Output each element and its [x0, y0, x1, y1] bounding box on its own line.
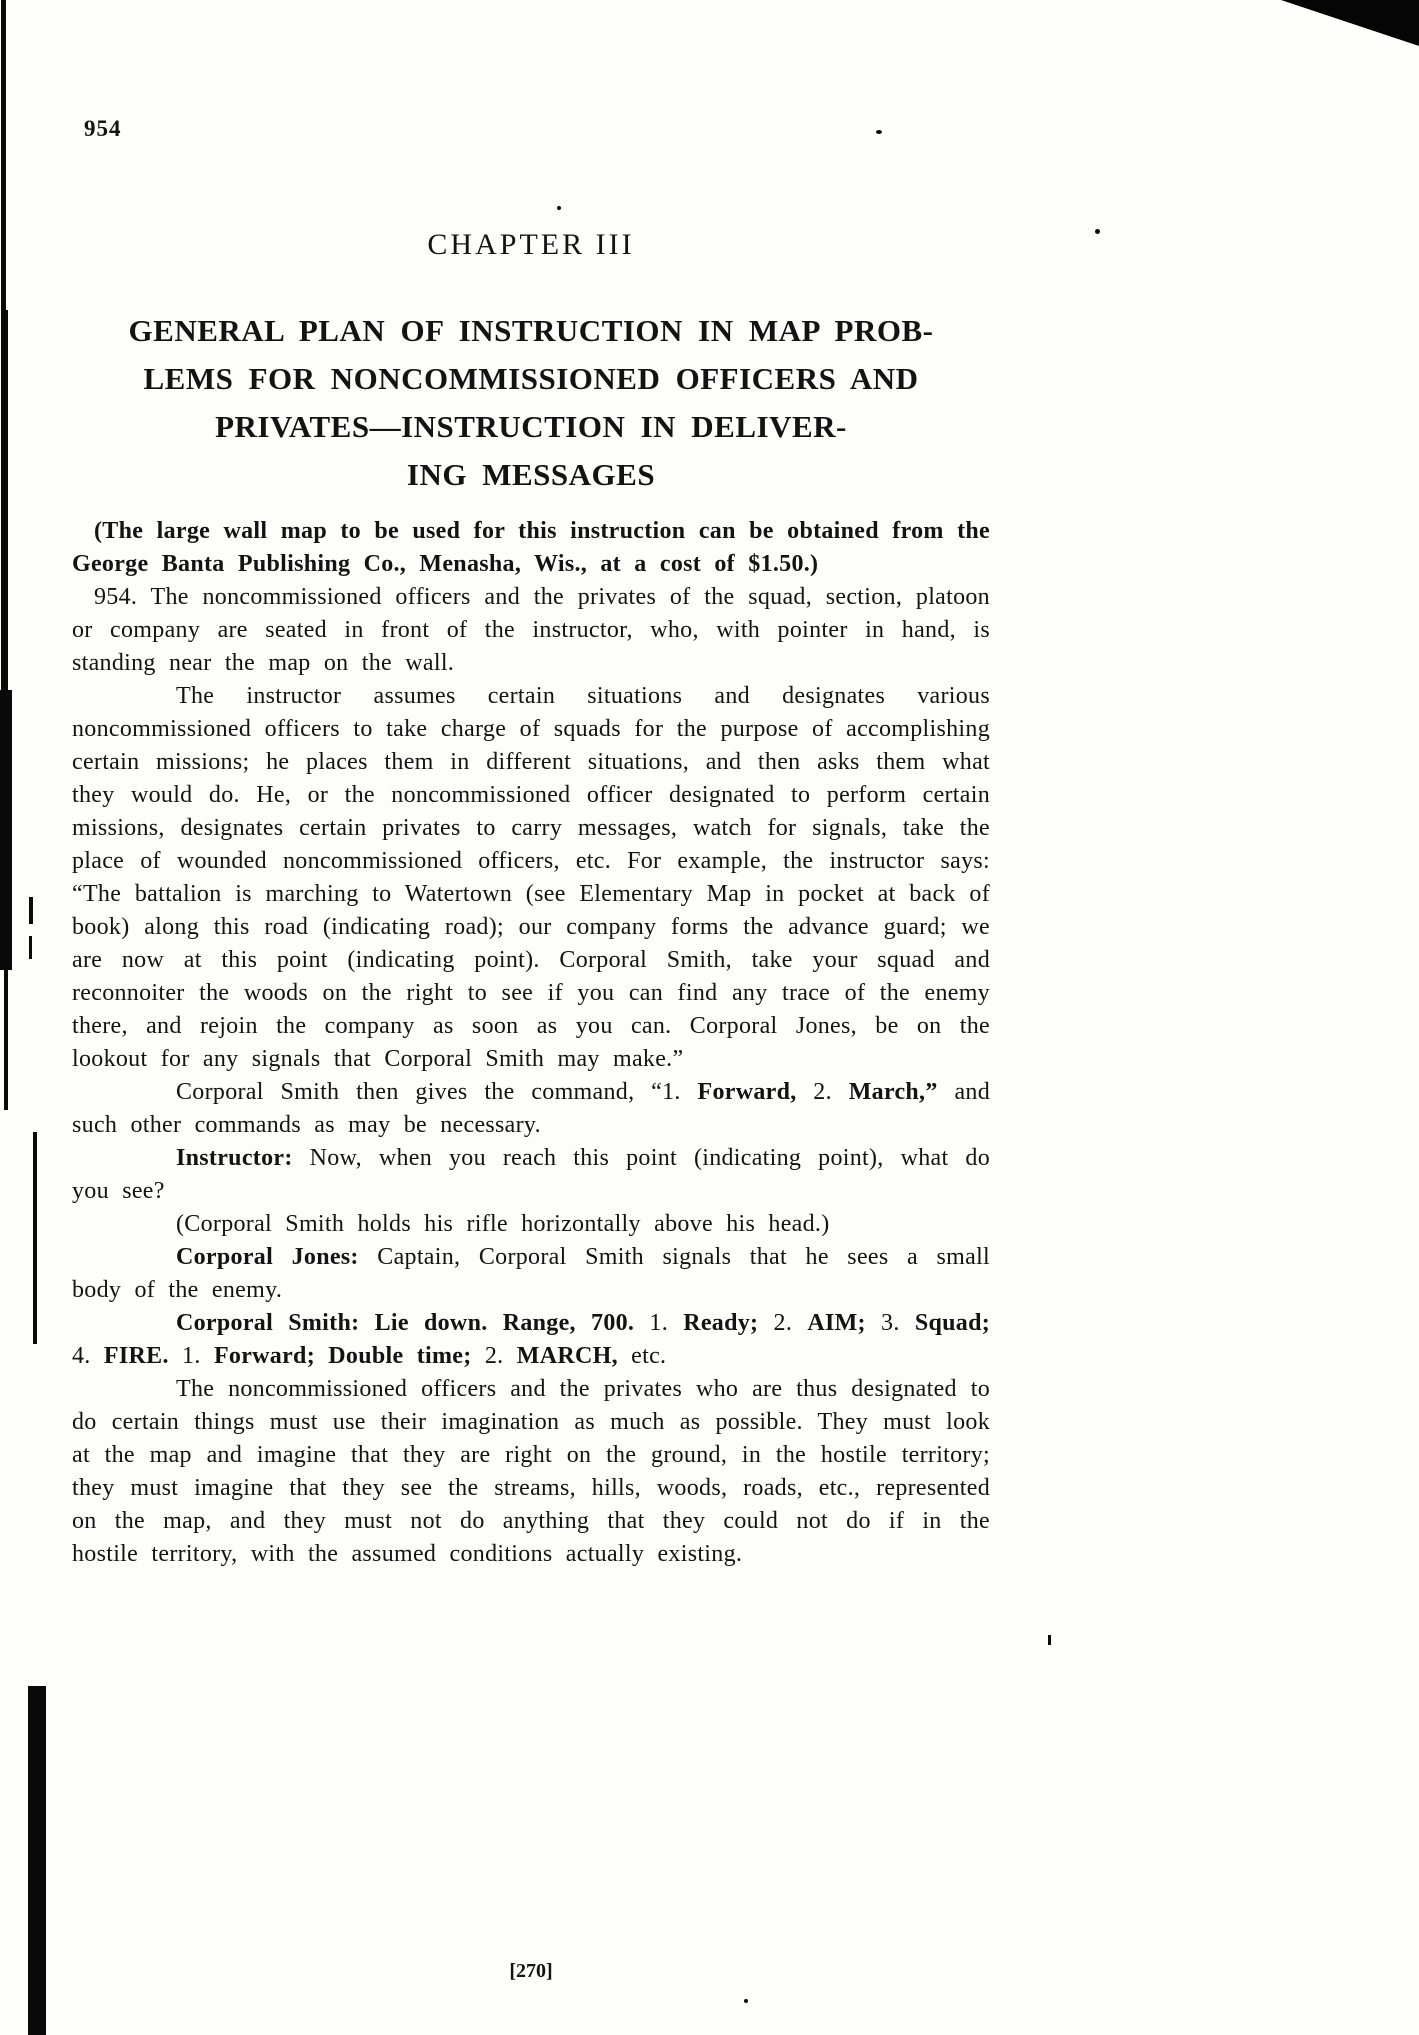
scan-artifact-corner — [1281, 0, 1419, 46]
title-line: GENERAL PLAN OF INSTRUCTION IN MAP PROB- — [128, 313, 934, 348]
title-line: PRIVATES—INSTRUCTION IN DELIVER- — [215, 409, 847, 444]
text-segment: Squad; — [914, 1310, 991, 1336]
paragraph — [72, 1142, 990, 1208]
scan-artifact — [1095, 229, 1100, 234]
text-segment: Captain, Corporal Smith signals that he sees a small body of the enemy. — [72, 1244, 991, 1303]
scan-artifact — [744, 1999, 748, 2003]
paragraph — [72, 680, 990, 1076]
title-line: ING MESSAGES — [406, 457, 656, 492]
paragraph — [72, 1208, 990, 1241]
scan-artifact — [1, 0, 6, 310]
paragraph — [72, 515, 990, 581]
text-segment: 1. — [168, 1343, 214, 1369]
text-segment: Forward; Double time; — [213, 1343, 472, 1369]
text-segment: 2. — [471, 1343, 517, 1369]
scan-artifact — [33, 1132, 37, 1344]
paragraph — [72, 581, 990, 680]
text-segment: 1. — [634, 1310, 684, 1336]
text-segment: 3. — [865, 1310, 915, 1336]
page-number-top: 954 — [84, 116, 122, 141]
scan-artifact — [29, 936, 32, 959]
text-segment: 2. — [758, 1310, 808, 1336]
paragraph — [72, 1307, 990, 1373]
chapter-heading: CHAPTER III — [427, 228, 635, 261]
text-segment: Instructor: — [176, 1145, 293, 1171]
text-segment: Now, when you reach this point (indicating point), what do you see? — [72, 1145, 990, 1204]
paragraphs — [72, 515, 990, 1571]
text-segment: and such other commands as may be necessary. — [72, 1079, 990, 1138]
paragraph — [72, 1241, 990, 1307]
text-segment: Corporal Smith then gives the command, “1. — [176, 1079, 698, 1105]
text-segment: The noncommissioned officers and the privates who are thus designated to do certain things must use their imagination as much as possible. They must look at the map and imagine that they are right on the ground, in the hostile territory; they must imagine that they see the streams, hills, woods, roads, etc., represented on the map, and they must not do anything that they could not do if in the hostile territory, with the assumed conditions actually existing. — [72, 1376, 990, 1567]
text-segment: 954. The noncommissioned officers and the privates of the squad, section, platoon or company are seated in front of the instructor, who, with pointer in hand, is standing near the map on the wall. — [72, 584, 990, 676]
page-content — [72, 0, 990, 1571]
text-segment: etc. — [617, 1343, 667, 1369]
text-segment: 4. — [72, 1343, 104, 1369]
text-segment: Ready; — [683, 1310, 759, 1336]
text-segment: (Corporal Smith holds his rifle horizontally above his head.) — [176, 1211, 830, 1237]
title-line: LEMS FOR NONCOMMISSIONED OFFICERS AND — [143, 361, 919, 396]
text-segment: March,” — [848, 1079, 938, 1105]
text-segment: Corporal Jones: — [176, 1244, 359, 1270]
text-segment: MARCH, — [516, 1343, 618, 1369]
scan-artifact — [4, 970, 8, 1110]
page-number-bottom: [270] — [509, 1960, 553, 1982]
chapter-title — [72, 307, 990, 499]
text-segment: The instructor assumes certain situations and designates various noncommissioned officers to take charge of squads for the purpose of accomplishing certain missions; he places them in different situations, and then asks them what they would do. He, or the noncommissioned officer designated to perform certain missions, designates certain privates to carry messages, watch for signals, take the place of wounded noncommissioned officers, etc. For example, the instructor says: “The battalion is marching to Watertown (see Elementary Map in pocket at back of book) along this road (indicating road); our company forms the advance guard; we are now at this point (indicating point). Corporal Smith, take your squad and reconnoiter the woods on the right to see if you can find any trace of the enemy there, and rejoin the company as soon as you can. Corporal Jones, be on the lookout for any signals that Corporal Smith may make.” — [72, 683, 990, 1072]
scan-artifact — [29, 897, 33, 924]
paragraph — [72, 1076, 990, 1142]
scan-artifact — [0, 690, 12, 970]
text-segment: (The large wall map to be used for this instruction can be obtained from the George Banta Publishing Co., Menasha, Wis., at a cost of $1.50.) — [72, 518, 990, 577]
scan-artifact — [1, 310, 8, 690]
text-segment: Corporal Smith: Lie down. Range, 700. — [176, 1310, 635, 1336]
scan-artifact — [28, 1686, 46, 2035]
paragraph — [72, 1373, 990, 1571]
text-segment: 2. — [796, 1079, 849, 1105]
text-segment: FIRE. — [103, 1343, 169, 1369]
scan-artifact — [1048, 1635, 1051, 1645]
text-segment: AIM; — [807, 1310, 866, 1336]
text-segment: Forward, — [697, 1079, 797, 1105]
